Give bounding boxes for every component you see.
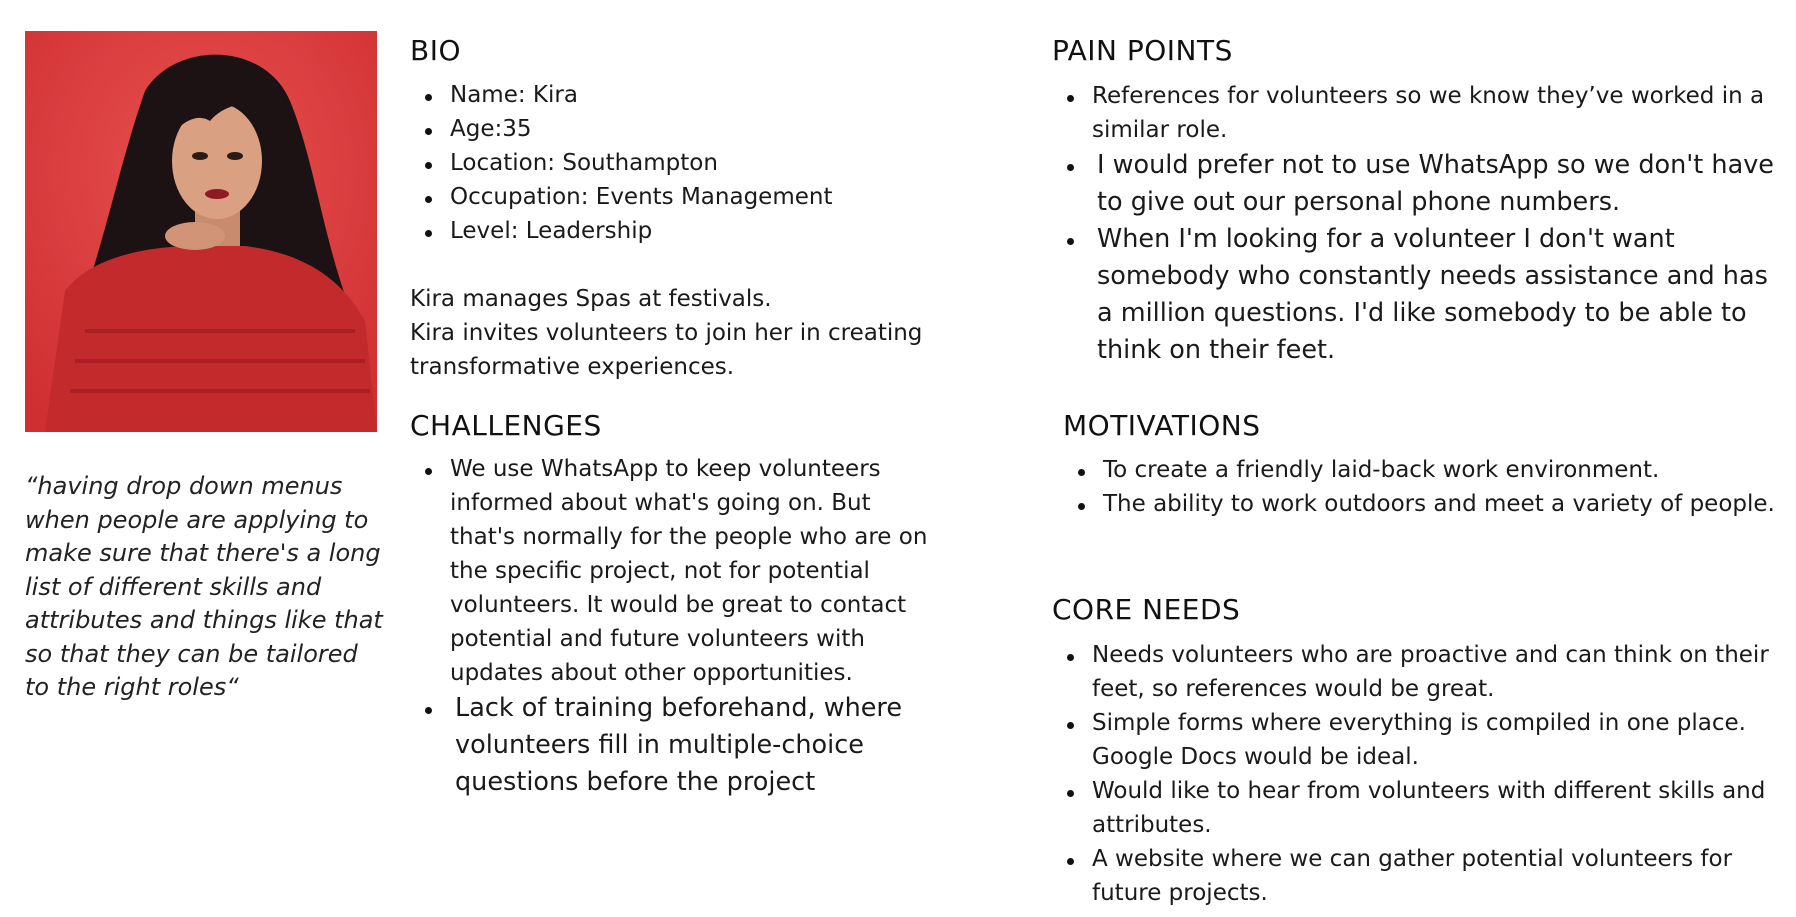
core-needs-list	[1052, 638, 1772, 910]
list-item: References for volunteers so we know they’ve worked in a similar role.	[1052, 79, 1782, 147]
list-item: Would like to hear from volunteers with different skills and attributes.	[1052, 774, 1772, 842]
pain-points-heading: PAIN POINTS	[1052, 34, 1233, 67]
list-item: A website where we can gather potential volunteers for future projects.	[1052, 842, 1772, 910]
list-item: Level: Leadership	[410, 214, 970, 248]
list-item: The ability to work outdoors and meet a variety of people.	[1063, 487, 1796, 521]
core-needs-heading: CORE NEEDS	[1052, 593, 1241, 626]
list-item: We use WhatsApp to keep volunteers informed about what's going on. But that's normally for the people who are on the specific project, not for potential volunteers. It would be great to contact potential and future volunteers with updates about other opportunities.	[410, 452, 930, 690]
list-item: Age:35	[410, 112, 970, 146]
list-item: Simple forms where everything is compiled in one place. Google Docs would be ideal.	[1052, 706, 1772, 774]
motivations-list	[1063, 453, 1796, 521]
list-item: Name: Kira	[410, 78, 970, 112]
persona-quote: “having drop down menus when people are applying to make sure that there's a long list of different skills and attributes and things like that so that they can be tailored to the right roles“	[25, 472, 383, 701]
list-item: Location: Southampton	[410, 146, 970, 180]
bio-list	[410, 78, 970, 248]
motivations-heading: MOTIVATIONS	[1063, 409, 1261, 442]
pain-points-list	[1052, 79, 1782, 369]
list-item: When I'm looking for a volunteer I don't want somebody who constantly needs assistance and has a million questions. I'd like somebody to be able to think on their feet.	[1052, 221, 1782, 369]
list-item: To create a friendly laid-back work environment.	[1063, 453, 1796, 487]
bio-heading: BIO	[410, 34, 462, 67]
bio-description-line: Kira manages Spas at festivals.	[410, 286, 772, 312]
challenges-heading: CHALLENGES	[410, 409, 602, 442]
challenges-list	[410, 452, 930, 801]
bio-description-line: Kira invites volunteers to join her in creating transformative experiences.	[410, 320, 923, 380]
list-item: Occupation: Events Management	[410, 180, 970, 214]
persona-photo	[25, 31, 377, 432]
list-item: Lack of training beforehand, where volunteers fill in multiple-choice questions before the project	[410, 690, 930, 801]
list-item: Needs volunteers who are proactive and can think on their feet, so references would be great.	[1052, 638, 1772, 706]
persona-portrait-illustration	[25, 31, 377, 432]
list-item: I would prefer not to use WhatsApp so we don't have to give out our personal phone numbers.	[1052, 147, 1782, 221]
bio-description	[410, 282, 950, 384]
